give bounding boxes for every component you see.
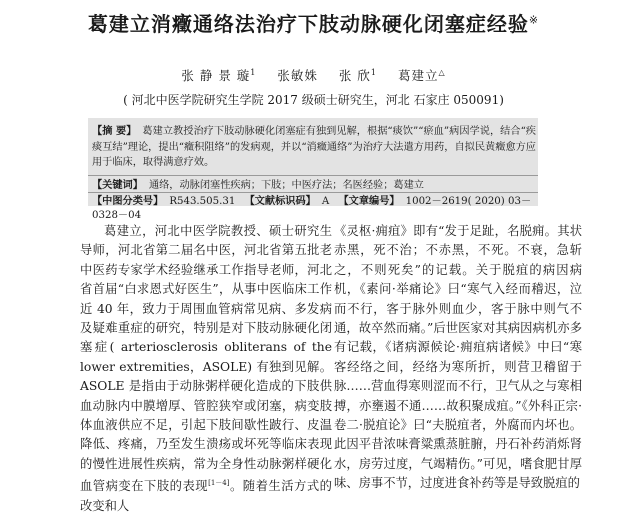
author-3: 张 欣$^1$ [338, 67, 377, 83]
doc-code-value: A [321, 196, 330, 207]
keywords-text: 通络，动脉闭塞性疾病；下肢；中医疗法；名医经验；葛建立 [148, 180, 424, 191]
body-left-tail: 。随着生活方式的改变和人 [80, 479, 332, 513]
article-title: 葛建立消癥通络法治疗下肢动脉硬化闭塞症经验※ [87, 12, 540, 36]
classification-row [88, 192, 538, 223]
body-column-left [80, 222, 332, 516]
clc-label: 【中图分类号】 [92, 195, 164, 207]
citation-ref: [1－4] [208, 479, 230, 488]
author-2: 张敏姝 [277, 68, 318, 83]
abstract-label: 【摘 要】 [92, 125, 137, 137]
body-left-text: 葛建立，河北中医学院教授、硕士研究生导师，河北省第二届名中医，河北省第五批老中医药专家学术经验继承工作指导老师，河北省首届“白求恩式好医生”，从事中医临床工作近 40 年，致力于周围血管病常见病、多发病及疑难重症的研究，特别是对下肢动脉硬化闭塞症( arteriosclerosis obliterans of the lower extremities，ASOLE) 有独到见解。ASOLE 是指由于动脉粥样硬化造成的下肢供血动脉内中膜增厚、管腔狭窄或闭塞，病变肢体血液供应不足，引起下肢间歇性跛行、皮温降低、疼痛，乃至发生溃疡或坏死等临床表现的慢性进展性疾病，常为全身性动脉粥样硬化血管病变在下肢的表现 [80, 224, 332, 494]
article-number-label: 【文章编号】 [338, 195, 400, 207]
clc-value: R543.505.31 [169, 196, 236, 207]
body-column-right [334, 222, 582, 494]
doc-code-label: 【文献标识码】 [244, 195, 316, 207]
keywords-label: 【关键词】 [92, 179, 143, 191]
title-footnote-mark: ※ [528, 13, 540, 27]
author-1: 张 静 景 璇$^1$ [181, 67, 257, 83]
keywords [88, 175, 538, 193]
abstract-text: 葛建立教授治疗下肢动脉硬化闭塞症有独到见解，根据“痰饮”“瘀血”病因学说，结合“疾痰互结”理论，提出“癥积阻络”的发病观，并以“消癥通络”为治疗大法遣方用药，自拟民黄癥愈方应用于临床，取得满意疗效。 [92, 126, 536, 168]
body-right-text: 《灵枢·痈疽》即有“发于足趾，名脱痈。其状赤黑，死不治；不赤黑，不死。不衰，急斩之，不则死矣”的记载。关于脱疽的病因病机，《素问·举痛论》曰“寒气入经而稽迟，泣而不行，客于脉外则血少，客于脉中则气不通，故卒然而痛。”后世医家对其病因病机亦多有记载，《诸病源候论·痈疽病诸候》中曰“寒客经络之间，经络为寒所折，则营卫稽留于脉……营血得寒则涩而不行，卫气从之与寒相搏，亦壅遏不通……故积聚成疽。”《外科正宗·卷二·脱疽论》曰“夫脱疽者，外腐而内坏也。此因平昔浓味膏粱熏蒸脏腑，丹石补药消烁肾水，房劳过度，气竭精伤。”可见，嗜食肥甘厚味、房事不节，过度进食补药等是导致脱疽的 [334, 224, 582, 491]
abstract [92, 124, 536, 171]
author-4: 葛建立△ [397, 67, 446, 83]
affiliation: ( 河北中医学院研究生学院 2017 级硕士研究生，河北 石家庄 050091) [123, 93, 504, 107]
article-number-value: 1002－2619( 2020) 03－0328－04 [92, 196, 532, 221]
author-line [0, 66, 627, 84]
